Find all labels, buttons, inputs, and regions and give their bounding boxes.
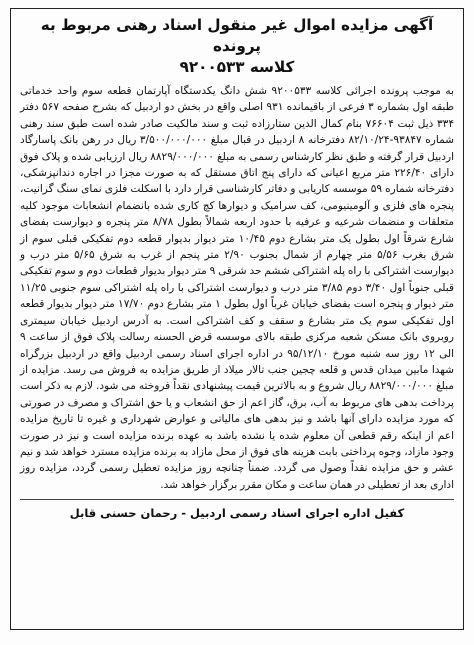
auction-notice: [10, 8, 464, 630]
notice-title-line1: آگهی مزایده اموال غیر منقول اسناد رهنی مربوط به پرونده: [40, 16, 434, 55]
notice-title: [20, 15, 454, 78]
notice-title-line2: کلاسه ۹۲۰۰۵۳۳: [179, 58, 295, 76]
notice-signature: کفیل اداره اجرای اسناد رسمی اردبیل - رحمان حسنی قابل: [20, 499, 454, 522]
notice-body: به موجب پرونده اجرائی کلاسه ۹۲۰۰۵۳۳ شش دانگ یکدستگاه آپارتمان قطعه سوم واحد خدماتی طبقه اول بشماره ۳ فرعی از باقیمانده ۹۳۱ اصلی واقع در بخش دو اردبیل که بشرح صفحه ۵۶۷ دفتر ۳۳۴ ذیل ثبت ۷۶۶۰۴ بنام کمال الدین ستارزاده ثبت و سند مالکیت صادر شده است طبق سند رهنی شماره ۹۳۸۴۷-۸۲/۱۰/۲۴ دفترخانه ۸ اردبیل در قبال مبلغ ۳/۵۰۰/۰۰۰/۰۰۰ ریال در رهن بانک پاسارگاد اردبیل قرار گرفته و طبق نظر کارشناس رسمی به مبلغ ۸۸۲۹/۰۰۰/۰۰۰ ریال ارزیابی شده و پلاک فوق دارای ۲۲۶/۴۰ متر مربع اعیانی که دارای پنج اتاق مستقل که به صورت مجزا در اجاره دندانپزشکی، دفترخانه شماره ۵۹ موسسه کاریابی و دفاتر کارشناسی قرار دارد با اسکلت فلزی نمای سنگ گرانیت، پنجره های فلزی و آلومینیومی، کف سرامیک و دیوارها کچ کاری شده بانضمام انشعابات موجود کلیه متعلقات و منضمات شرعیه و عرفیه با حدود اربعه شمالاً بطول ۸/۷۸ متر پنجره و دیوارست بفضای شارع شرقاً اول بطول یک متر بشارع دوم ۱۰/۴۵ متر دیوار بدیوار قطعه دوم تفکیکی قبلی سوم از شرق بغرب ۵/۵۶ متر چهارم از شمال بجنوب ۲/۹۰ متر پنجم از غرب به شرق ۵/۶۵ متر درب و دیوارست اشتراکی با راه پله اشتراکی ششم حد شرقی ۹ متر دیوار بدیوار قطعات دوم و سوم تفکیکی قبلی جنوباً اول ۳/۴۰ دوم ۳/۸۵ متر درب و دیوارست اشتراکی با راه پله اشتراکی سوم جنوبی ۱۱/۲۵ متر دیوار و پنجره است بفضای خیابان غرباً اول بطول ۱ متر بشارع دوم ۱۷/۷۰ متر دیوار بدیوار قطعه اول تفکیکی سوم یک متر بشارع و سقف و کف اشتراکی است. به آدرس اردبیل خیابان سیمتری روبروی بانک مسکن شعبه مرکزی طبقه بالای موسسه قرض الحسنه رسالت پلاک فوق از ساعت ۹ الی ۱۲ روز سه شنبه مورخ ۹۵/۱۲/۱۰ در اداره اجرای اسناد رسمی اردبیل واقع در اردبیل بزرگراه شهدا مابین میدان قدس و قلعه چجین جنب تالار میلاد از طریق مزایده به فروش می رسد. مزایده از مبلغ ۸۸۲۹/۰۰۰/۰۰۰ ریال شروع و به بالاترین قیمت پیشنهادی نقداً فروخته می شود. لازم به ذکر است پرداخت بدهی های مربوط به آب، برق، گاز اعم از حق انشعاب و یا حق اشتراک و مصرف در صورتی که مورد مزایده دارای آنها باشد و نیز بدهی های مالیاتی و عوارض شهرداری و غیره تا تاریخ مزایده اعم از اینکه رقم قطعی آن معلوم شده یا نشده باشد به عهده برنده مزایده است و نیز در صورت وجود مازاد، وجوه پرداختی بابت هزینه های فوق از محل مازاد به برنده مزایده مسترد خواهد شد و نیم عشر و حق مزایده نقداً وصول می گردد. ضمناً چنانچه روز مزایده تعطیل رسمی گردد، مزایده روز اداری بعد از تعطیلی در همان ساعت و مکان مقرر برگزار خواهد شد.: [20, 85, 455, 491]
